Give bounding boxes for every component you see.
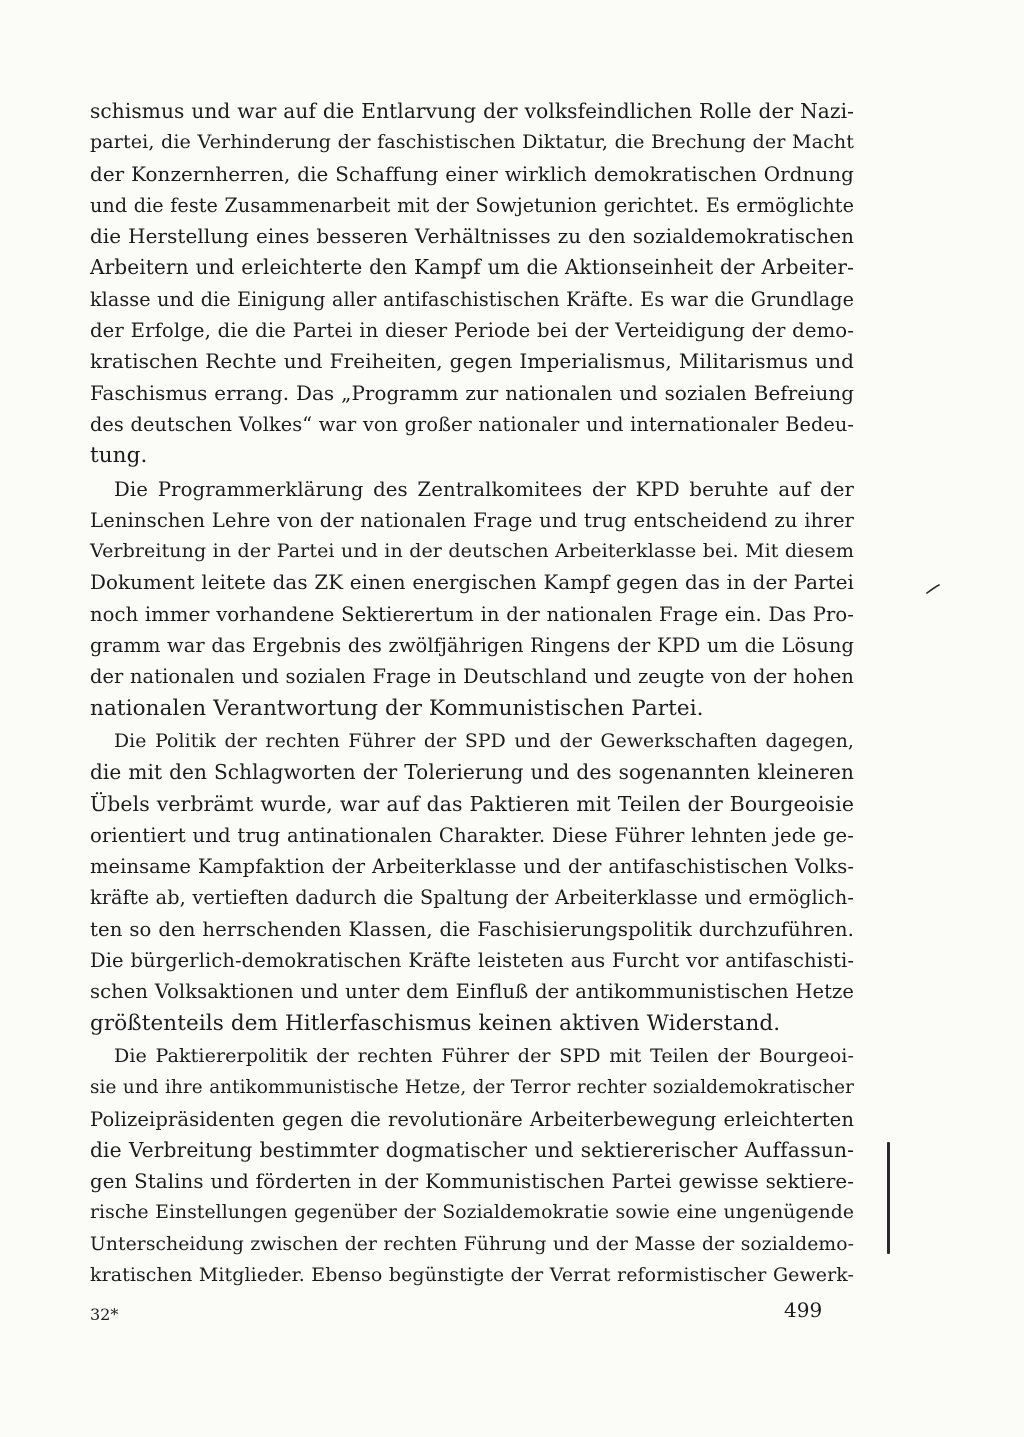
text-line: die Herstellung eines besseren Verhältnisses zu den sozialdemokratischen	[90, 225, 854, 249]
text-line: Faschismus errang. Das „Programm zur nationalen und sozialen Befreiung	[90, 381, 854, 405]
text-line: partei, die Verhinderung der faschistischen Diktatur, die Brechung der Macht	[90, 131, 854, 154]
text-line: Unterscheidung zwischen der rechten Führung und der Masse der sozialdemo-	[90, 1233, 854, 1255]
text-line: Die Paktiererpolitik der rechten Führer der SPD mit Teilen der Bourgeoi-	[114, 1044, 854, 1067]
paragraph-2	[90, 474, 854, 724]
text-line: klasse und die Einigung aller antifaschistischen Kräfte. Es war die Grundlage	[90, 287, 854, 311]
text-line: kräfte ab, vertieften dadurch die Spaltung der Arbeiterklasse und ermöglich-	[90, 886, 854, 910]
text-line: sie und ihre antikommunistische Hetze, der Terror rechter sozialdemokratischer	[90, 1077, 854, 1099]
text-line: rische Einstellungen gegenüber der Sozialdemokratie sowie eine ungenügende	[90, 1202, 854, 1224]
text-line: gramm war das Ergebnis des zwölfjährigen Ringens der KPD um die Lösung	[90, 634, 854, 658]
text-line: schen Volksaktionen und unter dem Einfluß der antikommunistischen Hetze	[90, 980, 854, 1004]
text-line: noch immer vorhandene Sektierertum in der nationalen Frage ein. Das Pro-	[90, 602, 854, 626]
text-line: Verbreitung in der Partei und in der deutschen Arbeiterklasse bei. Mit diesem	[90, 540, 854, 563]
text-line: Arbeitern und erleichterte den Kampf um die Aktionseinheit der Arbeiter-	[90, 255, 854, 280]
text-line: Die Politik der rechten Führer der SPD und der Gewerkschaften dagegen,	[114, 730, 854, 752]
paragraph-3	[90, 726, 854, 1039]
text-line: und die feste Zusammenarbeit mit der Sowjetunion gerichtet. Es ermöglichte	[90, 193, 854, 217]
text-line: Leninschen Lehre von der nationalen Frage und trug entscheidend zu ihrer	[90, 508, 854, 532]
text-line: Die Programmerklärung des Zentralkomitees der KPD beruhte auf der	[114, 477, 854, 501]
paragraph-1	[90, 96, 854, 472]
margin-line-mark	[887, 1142, 890, 1254]
text-line: der nationalen und sozialen Frage in Deutschland und zeugte von der hohen	[90, 665, 854, 689]
text-line: meinsame Kampfaktion der Arbeiterklasse und der antifaschistischen Volks-	[90, 855, 854, 879]
text-line: ten so den herrschenden Klassen, die Faschisierungspolitik durchzuführen.	[90, 917, 854, 941]
signature-mark: 32*	[90, 1305, 119, 1324]
text-line: des deutschen Volkes“ war von großer nationaler und internationaler Bedeu-	[90, 412, 854, 436]
text-line: schismus und war auf die Entlarvung der volksfeindlichen Rolle der Nazi-	[90, 99, 854, 123]
text-line: der Erfolge, die die Partei in dieser Periode bei der Verteidigung der demo-	[90, 319, 854, 343]
page-number: 499	[784, 1298, 823, 1322]
body-text	[90, 96, 854, 1291]
text-line: tung.	[90, 443, 148, 469]
text-line: größtenteils dem Hitlerfaschismus keinen aktiven Widerstand.	[90, 1010, 781, 1036]
text-line: Polizeipräsidenten gegen die revolutionäre Arbeiterbewegung erleichterten	[90, 1107, 854, 1131]
text-line: die mit den Schlagworten der Tolerierung und des sogenannten kleineren	[90, 760, 854, 785]
text-line: Die bürgerlich-demokratischen Kräfte leisteten aus Furcht vor antifaschisti-	[90, 949, 854, 973]
margin-tick-mark	[926, 584, 940, 594]
text-line: kratischen Rechte und Freiheiten, gegen Imperialismus, Militarismus und	[90, 349, 854, 374]
text-line: Dokument leitete das ZK einen energischen Kampf gegen das in der Partei	[90, 571, 854, 595]
text-line: die Verbreitung bestimmter dogmatischer und sektiererischer Auffassun-	[90, 1137, 854, 1162]
text-line: kratischen Mitglieder. Ebenso begünstigte der Verrat reformistischer Gewerk-	[90, 1263, 854, 1286]
text-line: der Konzernherren, die Schaffung einer wirklich demokratischen Ordnung	[90, 162, 854, 186]
text-line: Übels verbrämt wurde, war auf das Paktieren mit Teilen der Bourgeoisie	[90, 791, 854, 816]
text-line: gen Stalins und förderten in der Kommunistischen Partei gewisse sektiere-	[90, 1170, 854, 1194]
paragraph-4	[90, 1041, 854, 1291]
text-line: nationalen Verantwortung der Kommunistischen Partei.	[90, 695, 704, 721]
text-line: orientiert und trug antinationalen Charakter. Diese Führer lehnten jede ge-	[90, 823, 854, 847]
